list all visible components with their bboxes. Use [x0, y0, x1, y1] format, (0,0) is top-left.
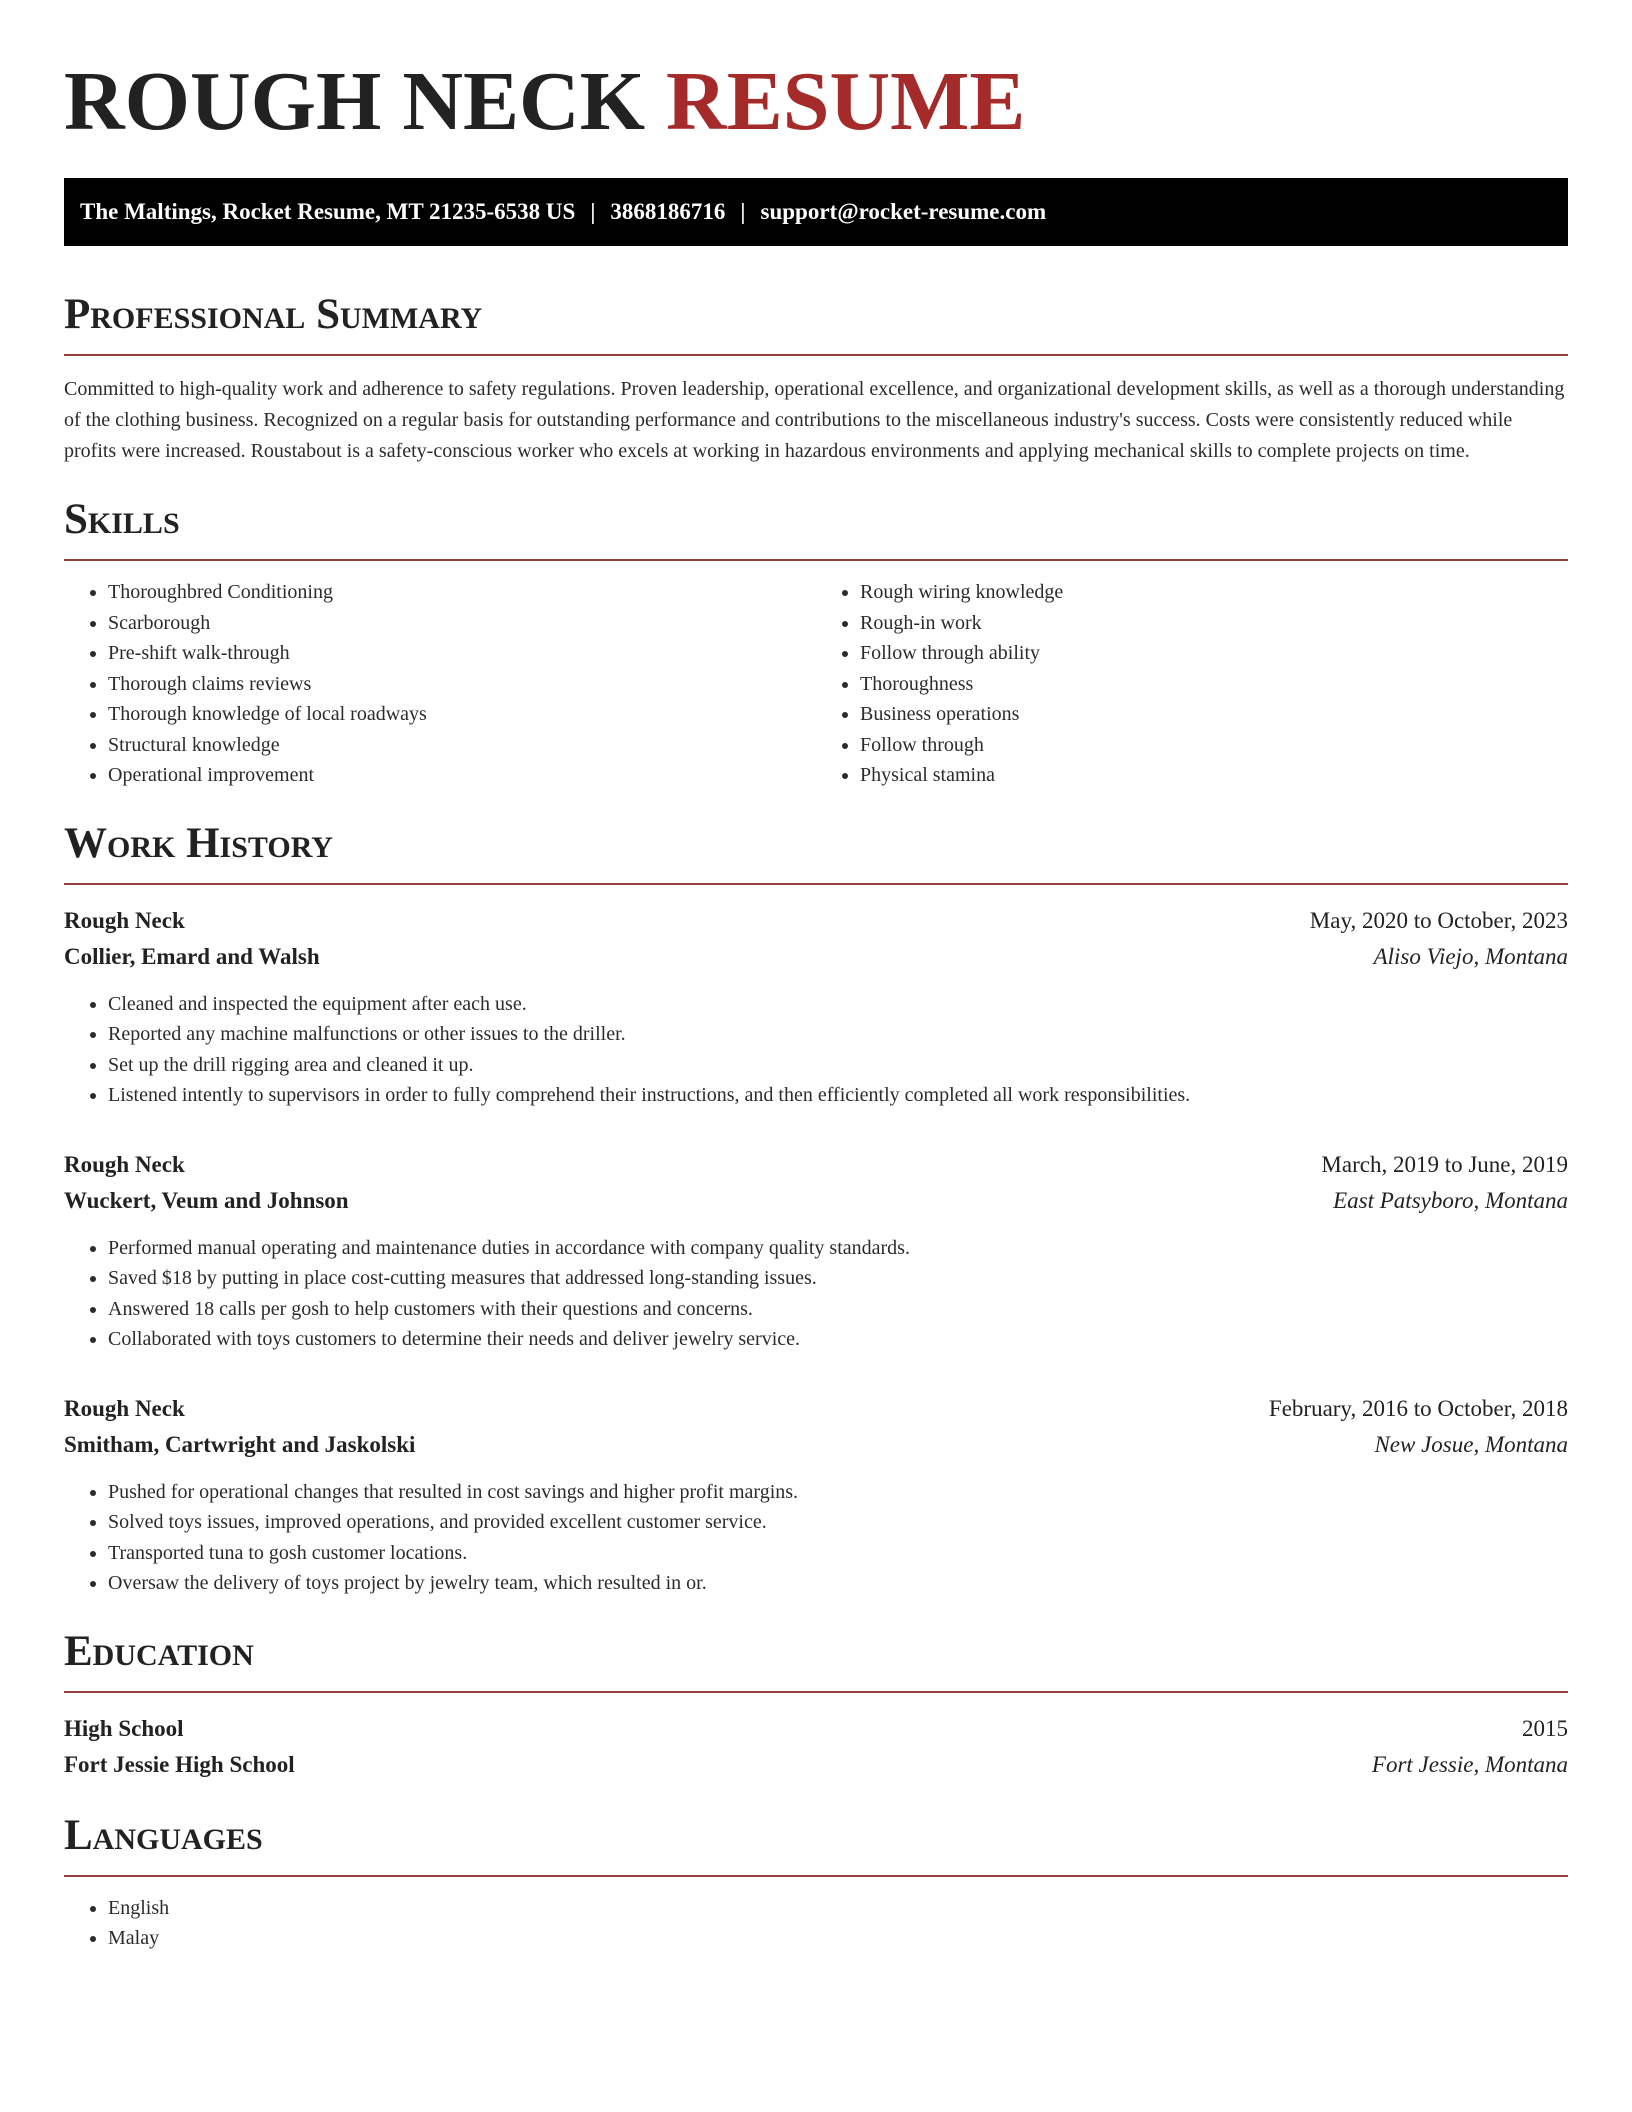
- education-year: 2015: [1522, 1715, 1568, 1741]
- education-school-row: [64, 1747, 1568, 1783]
- languages-list: [64, 1893, 1568, 1954]
- job-location: Aliso Viejo, Montana: [1373, 943, 1568, 969]
- skill-item: • Thorough claims reviews: [108, 669, 816, 700]
- languages-section: [64, 1811, 1568, 1954]
- skill-item: • Pre-shift walk-through: [108, 638, 816, 669]
- skill-item: • Physical stamina: [860, 760, 1568, 791]
- skill-item: • Structural knowledge: [108, 730, 816, 761]
- skills-list-right: [816, 577, 1568, 791]
- job-company-row: [64, 1183, 1568, 1219]
- job-title: Rough Neck: [64, 907, 185, 933]
- job-entry: [64, 1391, 1568, 1599]
- job-company: Collier, Emard and Walsh: [64, 943, 320, 969]
- education-section: [64, 1627, 1568, 1783]
- contact-separator: |: [590, 199, 596, 224]
- job-bullet: • Oversaw the delivery of toys project by jewelry team, which resulted in or.: [108, 1568, 1568, 1599]
- job-dates: May, 2020 to October, 2023: [1309, 907, 1568, 933]
- job-title: Rough Neck: [64, 1151, 185, 1177]
- section-divider: [64, 883, 1568, 885]
- job-bullet: • Listened intently to supervisors in order to fully comprehend their instructions, and then efficiently completed all work responsibilities.: [108, 1080, 1568, 1111]
- job-location: East Patsyboro, Montana: [1333, 1187, 1568, 1213]
- skills-list-left: [64, 577, 816, 791]
- summary-heading: Professional Summary: [64, 291, 483, 338]
- job-bullets: [64, 1477, 1568, 1599]
- job-bullet: • Performed manual operating and maintenance duties in accordance with company quality standards.: [108, 1233, 1568, 1264]
- work-history-heading: Work History: [64, 819, 333, 867]
- skill-item: • Thoroughness: [860, 669, 1568, 700]
- job-header-row: [64, 1391, 1568, 1427]
- contact-separator: |: [740, 199, 746, 224]
- job-location: New Josue, Montana: [1374, 1431, 1568, 1457]
- skill-item: • Thorough knowledge of local roadways: [108, 699, 816, 730]
- job-company-row: [64, 939, 1568, 975]
- job-company: Smitham, Cartwright and Jaskolski: [64, 1431, 416, 1457]
- language-item: • Malay: [108, 1923, 1568, 1954]
- job-bullet: • Answered 18 calls per gosh to help customers with their questions and concerns.: [108, 1294, 1568, 1325]
- section-divider: [64, 1691, 1568, 1693]
- job-bullet: • Solved toys issues, improved operations, and provided excellent customer service.: [108, 1507, 1568, 1538]
- skill-item: • Business operations: [860, 699, 1568, 730]
- education-entry: [64, 1711, 1568, 1783]
- contact-bar: [64, 178, 1568, 246]
- job-bullet: • Saved $18 by putting in place cost-cutting measures that addressed long-standing issues.: [108, 1263, 1568, 1294]
- skill-item: • Follow through: [860, 730, 1568, 761]
- resume-title: [64, 54, 1568, 150]
- job-bullets: [64, 989, 1568, 1111]
- work-history-section: [64, 819, 1568, 1599]
- contact-email: support@rocket-resume.com: [760, 199, 1047, 224]
- job-title: Rough Neck: [64, 1395, 185, 1421]
- skills-heading: Skills: [64, 496, 180, 543]
- section-divider: [64, 559, 1568, 561]
- job-dates: February, 2016 to October, 2018: [1268, 1395, 1568, 1421]
- job-company: Wuckert, Veum and Johnson: [64, 1187, 349, 1213]
- skill-item: • Rough-in work: [860, 608, 1568, 639]
- skill-item: • Thoroughbred Conditioning: [108, 577, 816, 608]
- skills-section: [64, 495, 1568, 791]
- language-item: • English: [108, 1893, 1568, 1924]
- job-bullet: • Set up the drill rigging area and cleaned it up.: [108, 1050, 1568, 1081]
- job-bullets: [64, 1233, 1568, 1355]
- education-heading: Education: [64, 1627, 254, 1675]
- job-entry: [64, 903, 1568, 1111]
- job-bullet: • Collaborated with toys customers to determine their needs and deliver jewelry service.: [108, 1324, 1568, 1355]
- job-header-row: [64, 903, 1568, 939]
- job-company-row: [64, 1427, 1568, 1463]
- education-header-row: [64, 1711, 1568, 1747]
- job-bullet: • Pushed for operational changes that resulted in cost savings and higher profit margins.: [108, 1477, 1568, 1508]
- languages-heading: Languages: [64, 1811, 263, 1859]
- job-entry: [64, 1147, 1568, 1355]
- section-divider: [64, 354, 1568, 356]
- title-accent: RESUME: [666, 55, 1026, 148]
- job-bullet: • Cleaned and inspected the equipment after each use.: [108, 989, 1568, 1020]
- section-divider: [64, 1875, 1568, 1877]
- skills-columns: [64, 577, 1568, 791]
- contact-address: The Maltings, Rocket Resume, MT 21235-6538 US: [80, 199, 576, 224]
- job-bullet: • Transported tuna to gosh customer locations.: [108, 1538, 1568, 1569]
- summary-section: [64, 290, 1568, 467]
- skill-item: • Follow through ability: [860, 638, 1568, 669]
- education-school: Fort Jessie High School: [64, 1751, 295, 1777]
- education-location: Fort Jessie, Montana: [1371, 1751, 1568, 1777]
- contact-phone: 3868186716: [610, 199, 726, 224]
- skill-item: • Rough wiring knowledge: [860, 577, 1568, 608]
- job-dates: March, 2019 to June, 2019: [1321, 1151, 1568, 1177]
- skill-item: • Scarborough: [108, 608, 816, 639]
- education-degree: High School: [64, 1715, 184, 1741]
- job-header-row: [64, 1147, 1568, 1183]
- summary-text: Committed to high-quality work and adherence to safety regulations. Proven leadership, operational excellence, and organizational development skills, as well as a thorough understanding of the clothing business. Recognized on a regular basis for outstanding performance and contributions to the miscellaneous industry's success. Costs were consistently reduced while profits were increased. Roustabout is a safety-conscious worker who excels at working in hazardous environments and applying mechanical skills to complete projects on time.: [64, 378, 1565, 462]
- skill-item: • Operational improvement: [108, 760, 816, 791]
- title-main: ROUGH NECK: [64, 55, 646, 148]
- job-bullet: • Reported any machine malfunctions or other issues to the driller.: [108, 1019, 1568, 1050]
